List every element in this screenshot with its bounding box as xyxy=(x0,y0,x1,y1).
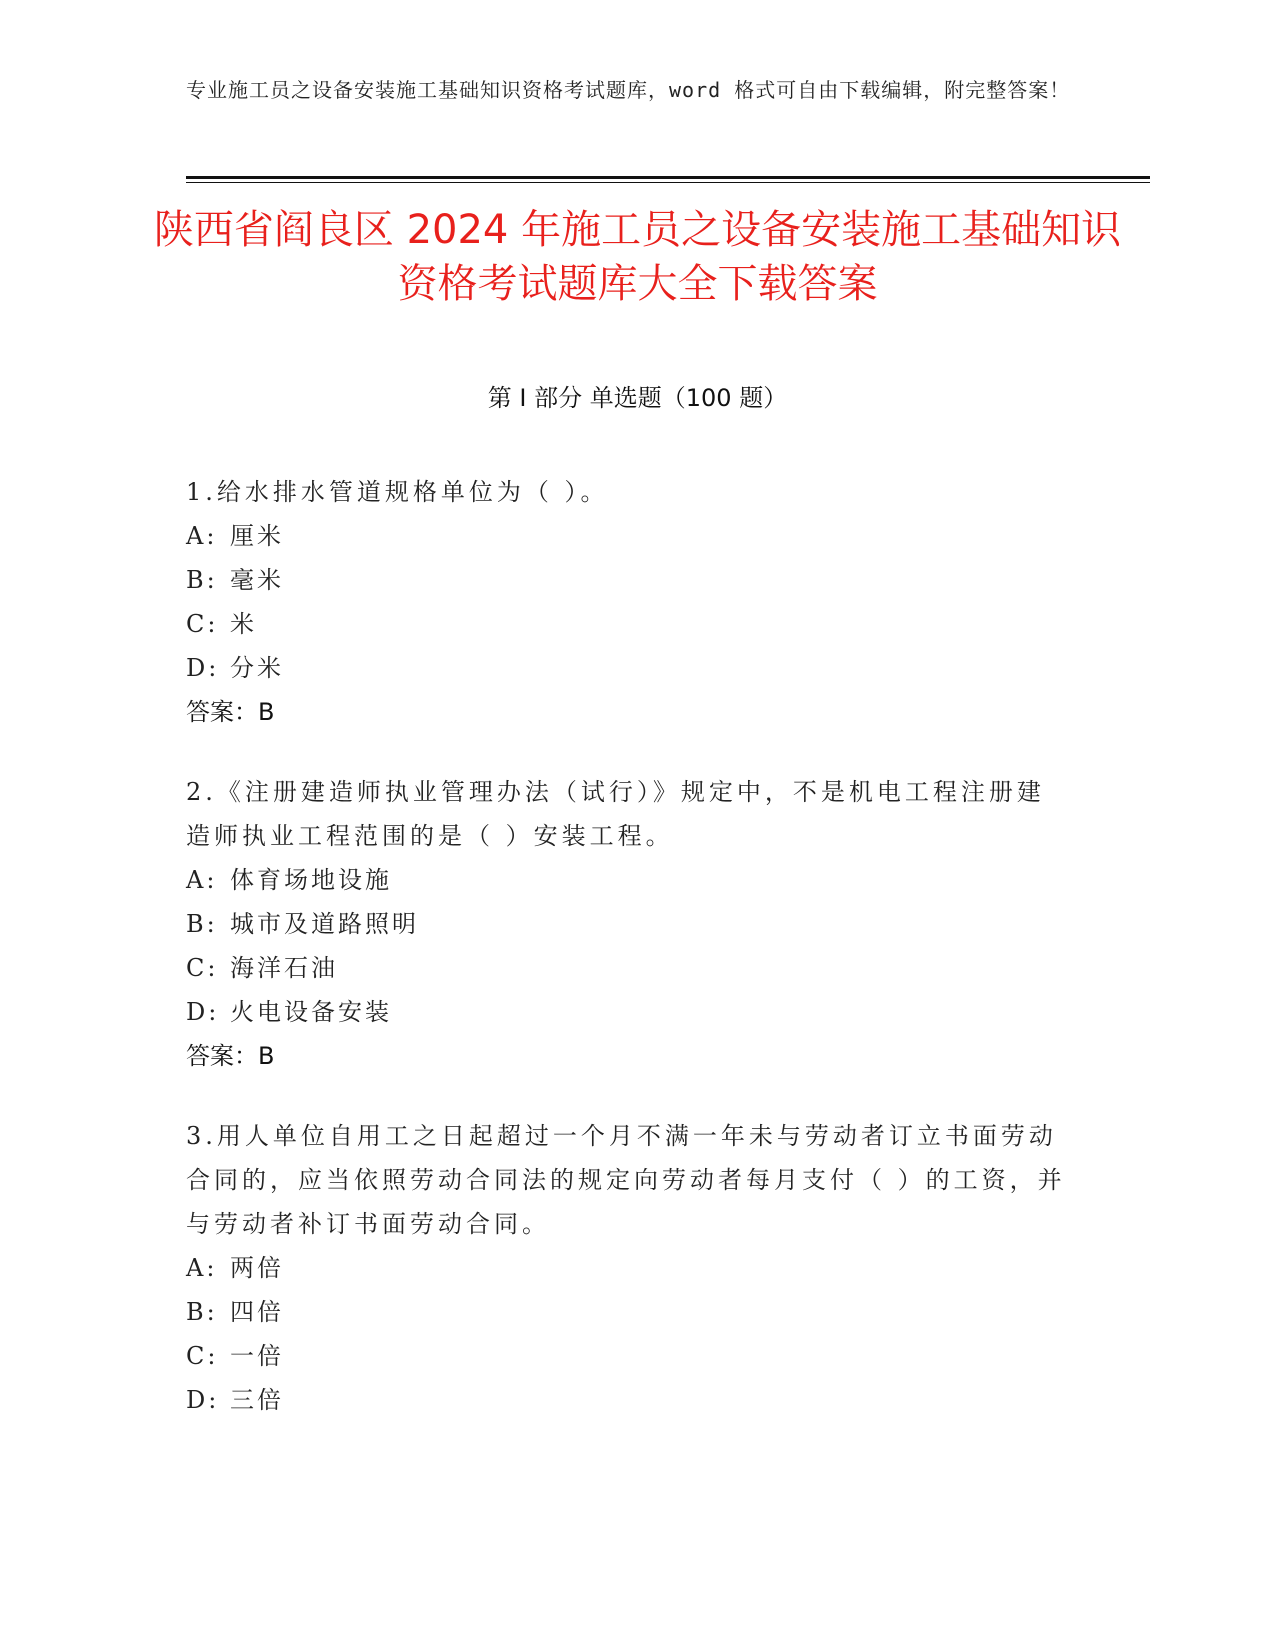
option-key: D: xyxy=(186,654,220,682)
option-d xyxy=(186,990,1066,1034)
option-d xyxy=(186,1378,1066,1422)
option-key: D: xyxy=(186,998,220,1026)
option-b xyxy=(186,1290,1066,1334)
question-stem: 3.用人单位自用工之日起超过一个月不满一年未与劳动者订立书面劳动合同的，应当依照劳动合同法的规定向劳动者每月支付（ ）的工资，并与劳动者补订书面劳动合同。 xyxy=(186,1122,1066,1238)
section-title: 第 I 部分 单选题（100 题） xyxy=(487,384,788,412)
option-text: 四倍 xyxy=(230,1298,284,1326)
option-key: C: xyxy=(186,954,219,982)
question-stem: 1.给水排水管道规格单位为（ ）。 xyxy=(186,478,609,506)
option-key: C: xyxy=(186,1342,219,1370)
option-d xyxy=(186,646,1066,690)
answer-line: 答案：B xyxy=(186,1042,275,1070)
header-rule-thick xyxy=(186,176,1150,179)
question-2 xyxy=(186,770,1066,1078)
option-a xyxy=(186,858,1066,902)
option-key: B: xyxy=(186,566,218,594)
option-key: A: xyxy=(186,522,218,550)
option-key: A: xyxy=(186,1254,218,1282)
option-a xyxy=(186,514,1066,558)
header-note: 专业施工员之设备安装施工基础知识资格考试题库，word 格式可自由下载编辑，附完整答案！ xyxy=(186,78,1071,102)
option-c xyxy=(186,602,1066,646)
question-1 xyxy=(186,470,1066,734)
option-b xyxy=(186,558,1066,602)
answer-line: 答案：B xyxy=(186,698,275,726)
option-key: D: xyxy=(186,1386,220,1414)
option-c xyxy=(186,946,1066,990)
option-a xyxy=(186,1246,1066,1290)
option-c xyxy=(186,1334,1066,1378)
option-text: 厘米 xyxy=(230,522,284,550)
option-text: 三倍 xyxy=(230,1386,284,1414)
option-text: 海洋石油 xyxy=(230,954,338,982)
option-b xyxy=(186,902,1066,946)
question-stem: 2.《注册建造师执业管理办法（试行）》规定中，不是机电工程注册建造师执业工程范围的是（ ）安装工程。 xyxy=(186,778,1045,850)
option-text: 毫米 xyxy=(230,566,284,594)
option-text: 火电设备安装 xyxy=(230,998,392,1026)
option-key: A: xyxy=(186,866,218,894)
option-text: 城市及道路照明 xyxy=(230,910,419,938)
question-3 xyxy=(186,1114,1066,1422)
question-list xyxy=(186,470,1066,1458)
option-text: 体育场地设施 xyxy=(230,866,392,894)
option-key: C: xyxy=(186,610,219,638)
header-rule-thin xyxy=(186,182,1150,183)
option-text: 米 xyxy=(230,610,257,638)
option-key: B: xyxy=(186,910,218,938)
option-text: 两倍 xyxy=(230,1254,284,1282)
option-text: 分米 xyxy=(230,654,284,682)
option-key: B: xyxy=(186,1298,218,1326)
option-text: 一倍 xyxy=(230,1342,284,1370)
document-title: 陕西省阎良区 2024 年施工员之设备安装施工基础知识资格考试题库大全下载答案 xyxy=(153,207,1122,307)
